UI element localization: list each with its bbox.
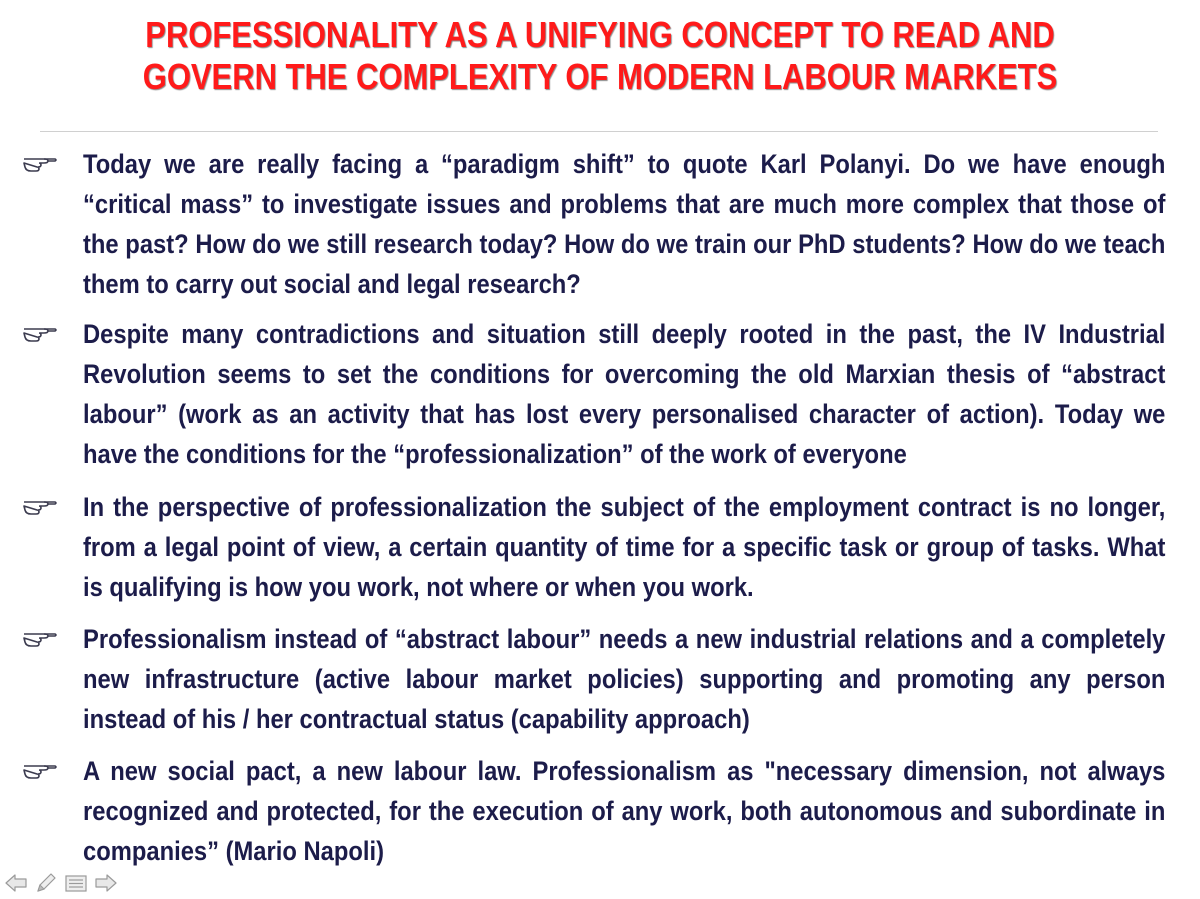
- slide-menu-button[interactable]: [62, 871, 90, 895]
- menu-icon: [64, 873, 88, 893]
- bullet-text: In the perspective of professionalization the subject of the employment contract is no longer, from a legal point of view, a certain quantity of time for a specific task or group of tasks. What is qualifying is how you work, not where or when you work.: [83, 492, 1166, 602]
- previous-slide-button[interactable]: [2, 871, 30, 895]
- next-arrow-icon: [94, 873, 118, 893]
- title-line-1: PROFESSIONALITY AS A UNIFYING CONCEPT TO READ AND: [145, 14, 1055, 55]
- pointing-hand-icon: [22, 757, 58, 779]
- bullet-text: Professionalism instead of “abstract labour” needs a new industrial relations and a completely new infrastructure (active labour market policies) supporting and promoting any person instead of his / her contractual status (capability approach): [83, 624, 1166, 734]
- bullet-item: [22, 751, 1164, 871]
- bullet-list: [22, 144, 1164, 871]
- bullet-item: [22, 144, 1164, 304]
- slide-navigation-bar: [2, 871, 120, 895]
- slide-title: [101, 14, 1099, 98]
- bullet-item: [22, 487, 1164, 607]
- next-slide-button[interactable]: [92, 871, 120, 895]
- title-line-2: GOVERN THE COMPLEXITY OF MODERN LABOUR MARKETS: [142, 56, 1058, 97]
- pointing-hand-icon: [22, 150, 58, 172]
- pen-icon: [34, 872, 58, 894]
- pointing-hand-icon: [22, 493, 58, 515]
- bullet-text: Today we are really facing a “paradigm shift” to quote Karl Polanyi. Do we have enough “critical mass” to investigate issues and problems that are much more complex that those of the past? How do we still research today? How do we train our PhD students? How do we teach them to carry out social and legal research?: [83, 149, 1166, 299]
- title-divider: [40, 131, 1158, 132]
- previous-arrow-icon: [4, 873, 28, 893]
- bullet-item: [22, 314, 1164, 474]
- bullet-text: Despite many contradictions and situation still deeply rooted in the past, the IV Industrial Revolution seems to set the conditions for overcoming the old Marxian thesis of “abstract labour” (work as an activity that has lost every personalised character of action). Today we have the conditions for the “professionalization” of the work of everyone: [83, 319, 1166, 469]
- bullet-text: A new social pact, a new labour law. Professionalism as "necessary dimension, not always recognized and protected, for the execution of any work, both autonomous and subordinate in companies” (Mario Napoli): [83, 756, 1166, 866]
- pointing-hand-icon: [22, 625, 58, 647]
- bullet-item: [22, 619, 1164, 739]
- pen-tool-button[interactable]: [32, 871, 60, 895]
- pointing-hand-icon: [22, 320, 58, 342]
